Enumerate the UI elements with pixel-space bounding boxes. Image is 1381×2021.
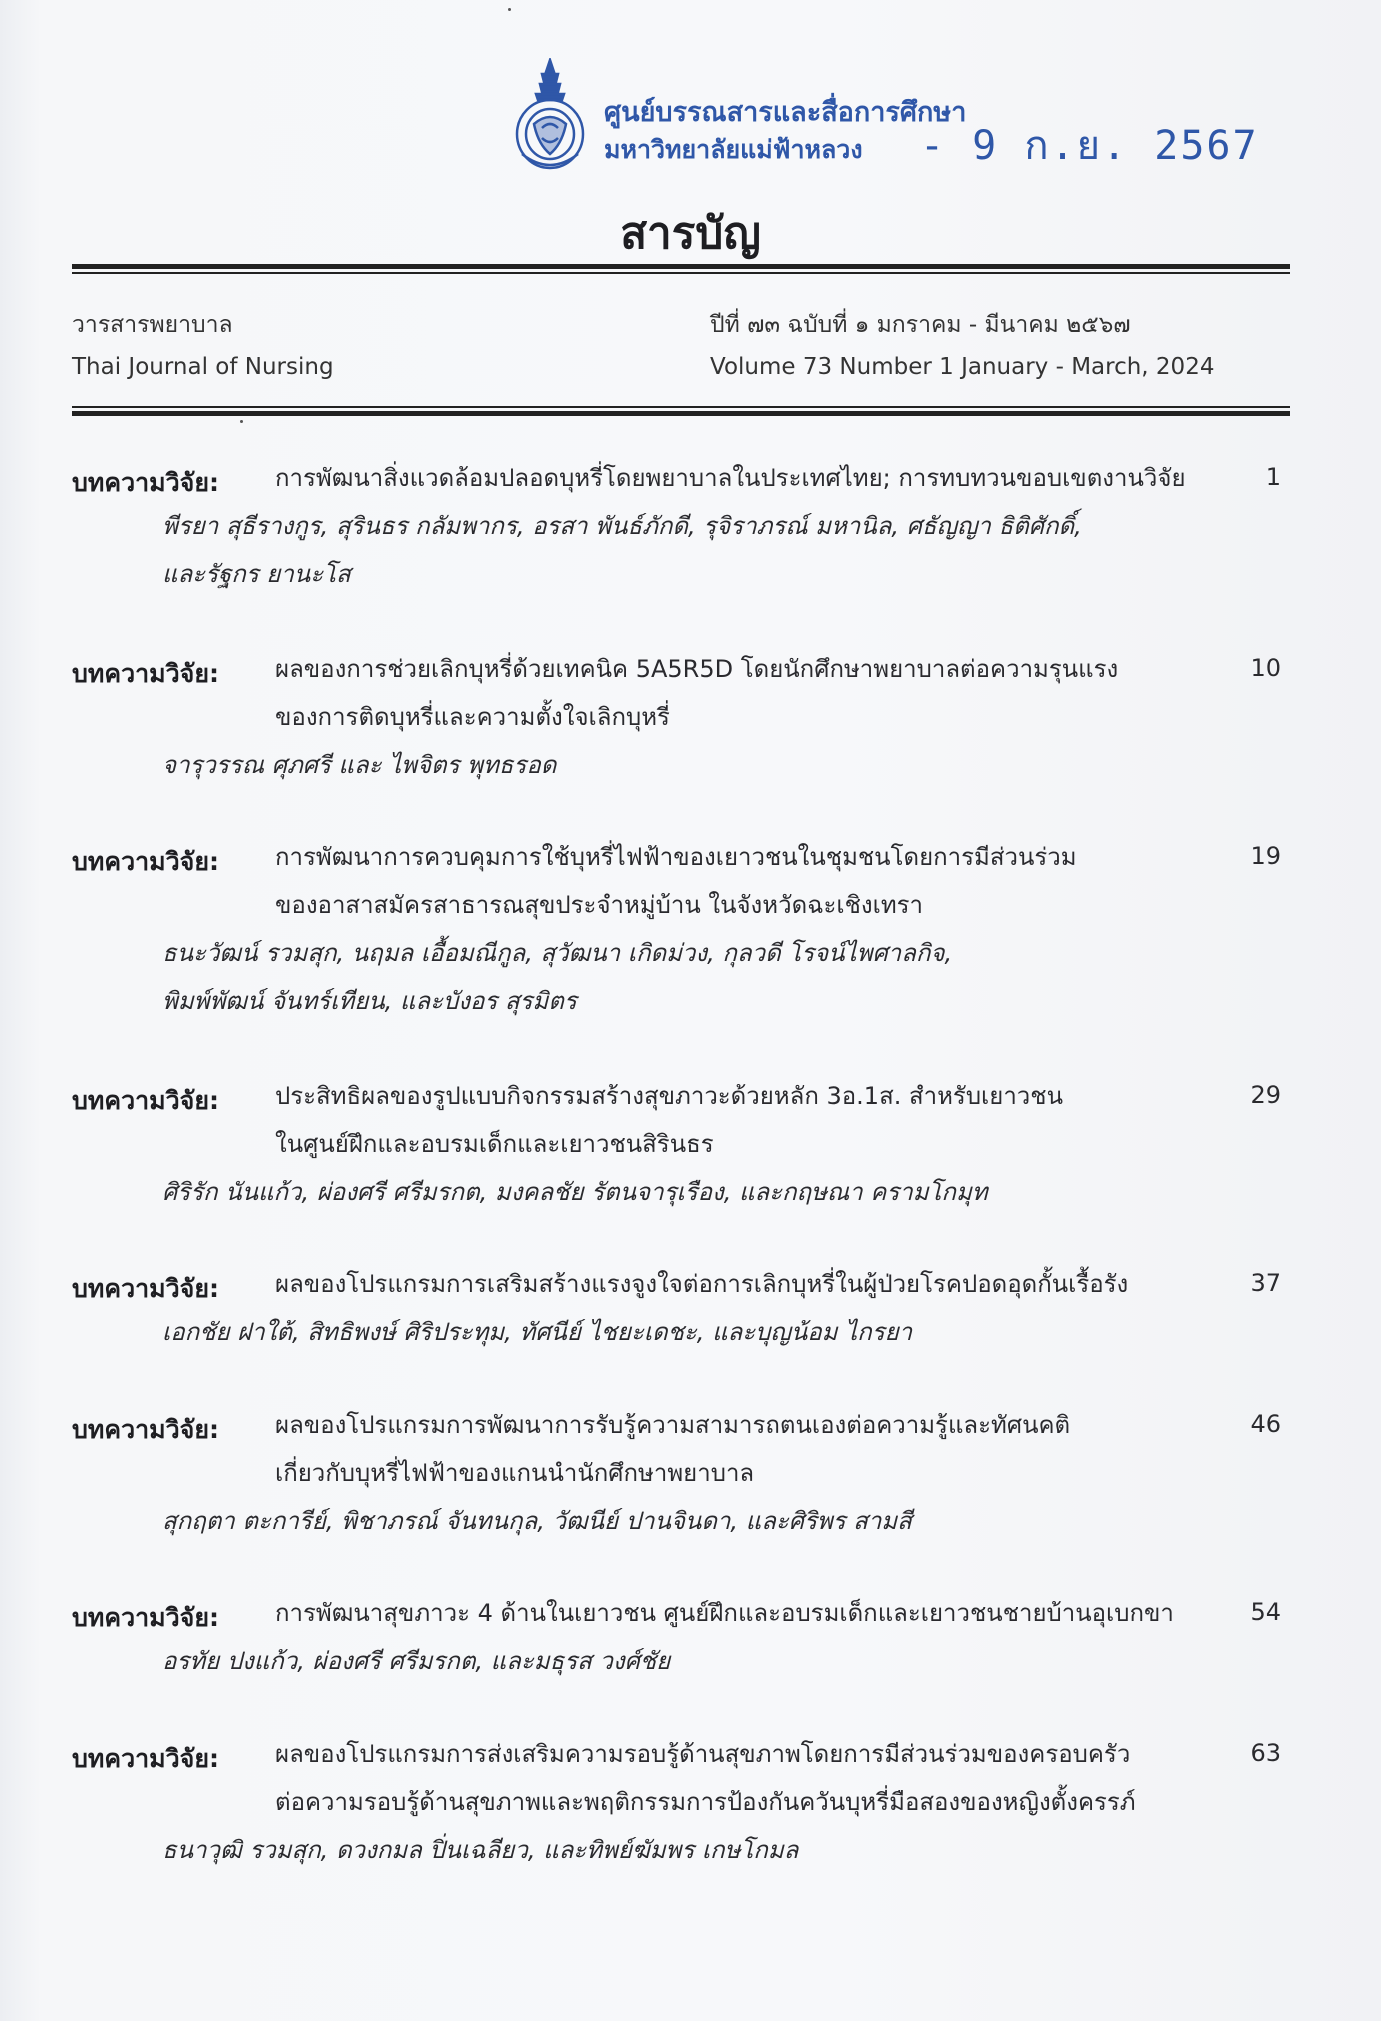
authors-line: จารุวรรณ ศุภศรี และ ไพจิตร พุทธรอด	[162, 751, 557, 779]
entry-type-label: บทความวิจัย:	[72, 847, 219, 876]
header-rule-thin	[72, 406, 1290, 408]
article-title[interactable]	[275, 454, 1235, 502]
authors-line: ธนาวุฒิ รวมสุก, ดวงกมล ปิ่นเฉลียว, และทิพย์ฆัมพร เกษโกมล	[162, 1836, 799, 1864]
article-authors	[162, 1168, 988, 1216]
authors-line: เอกชัย ฝาใต้, สิทธิพงษ์ ศิริประทุม, ทัศนีย์ ไชยะเดชะ, และบุญน้อม ไกรยา	[162, 1318, 913, 1346]
library-center-name	[604, 96, 966, 165]
title-line: การพัฒนาการควบคุมการใช้บุหรี่ไฟฟ้าของเยาวชนในชุมชนโดยการมีส่วนร่วม	[275, 843, 1077, 871]
title-line: ประสิทธิผลของรูปแบบกิจกรรมสร้างสุขภาวะด้วยหลัก 3อ.1ส. สำหรับเยาวชน	[275, 1082, 1063, 1110]
title-line: ผลของโปรแกรมการเสริมสร้างแรงจูงใจต่อการเลิกบุหรี่ในผู้ป่วยโรคปอดอุดกั้นเรื้อรัง	[275, 1270, 1129, 1298]
scan-speck	[240, 420, 243, 423]
authors-line: พิมพ์พัฒน์ จันทร์เทียน, และบังอร สุรมิตร	[162, 987, 577, 1015]
university-emblem-icon	[512, 58, 588, 176]
page-number: 19	[1250, 842, 1281, 870]
page-number: 10	[1250, 654, 1281, 682]
title-line: การพัฒนาสุขภาวะ 4 ด้านในเยาวชน ศูนย์ฝึกและอบรมเด็กและเยาวชนชายบ้านอุเบกขา	[275, 1599, 1174, 1627]
article-authors	[162, 741, 556, 789]
entry-type-label: บทความวิจัย:	[72, 1603, 219, 1632]
journal-name-th: วารสารพยาบาล	[72, 312, 233, 338]
page-number: 1	[1265, 463, 1281, 491]
authors-line: และรัฐกร ยานะโส	[162, 560, 351, 588]
received-date-stamp: - 9 ก.ย. 2567	[920, 123, 1259, 169]
title-line: ผลของการช่วยเลิกบุหรี่ด้วยเทคนิค 5A5R5D โดยนักศึกษาพยาบาลต่อความรุนแรง	[275, 655, 1119, 683]
page-number: 46	[1250, 1410, 1281, 1438]
entry-type-label: บทความวิจัย:	[72, 1415, 219, 1444]
authors-line: ศิริรัก นันแก้ว, ผ่องศรี ศรีมรกต, มงคลชัย รัตนจารุเรือง, และกฤษณา ครามโกมุท	[162, 1178, 988, 1206]
article-authors	[162, 1637, 670, 1685]
page-number: 37	[1250, 1269, 1281, 1297]
article-authors	[162, 929, 952, 1025]
article-authors	[162, 1826, 798, 1874]
top-rule-thick	[72, 264, 1290, 269]
page-title: สารบัญ	[620, 208, 761, 259]
entry-type-label: บทความวิจัย:	[72, 659, 219, 688]
article-title[interactable]	[275, 1260, 1235, 1308]
article-authors	[162, 1308, 912, 1356]
title-line: ในศูนย์ฝึกและอบรมเด็กและเยาวชนสิรินธร	[275, 1130, 714, 1158]
article-title[interactable]	[275, 645, 1235, 741]
authors-line: อรทัย ปงแก้ว, ผ่องศรี ศรีมรกต, และมธุรส วงศ์ชัย	[162, 1647, 671, 1675]
authors-line: ธนะวัฒน์ รวมสุก, นฤมล เอื้อมณีกูล, สุวัฒนา เกิดม่วง, กุลวดี โรจน์ไพศาลกิจ,	[162, 939, 953, 967]
issue-info-th: ปีที่ ๗๓ ฉบับที่ ๑ มกราคม - มีนาคม ๒๕๖๗	[710, 312, 1131, 338]
entry-type-label: บทความวิจัย:	[72, 468, 219, 497]
article-title[interactable]	[275, 833, 1235, 929]
article-title[interactable]	[275, 1589, 1235, 1637]
scan-speck	[508, 8, 511, 11]
journal-name-en: Thai Journal of Nursing	[72, 354, 334, 380]
title-line: ของอาสาสมัครสาธารณสุขประจำหมู่บ้าน ในจังหวัดฉะเชิงเทรา	[275, 891, 923, 919]
issue-info-en: Volume 73 Number 1 January - March, 2024	[710, 354, 1215, 380]
page-number: 54	[1250, 1598, 1281, 1626]
authors-line: พีรยา สุธีรางกูร, สุรินธร กลัมพากร, อรสา พันธ์ภักดี, รุจิราภรณ์ มหานิล, ศธัญญา ธิติศักดิ์,	[162, 512, 1082, 540]
page-number: 63	[1250, 1739, 1281, 1767]
article-authors	[162, 1497, 912, 1545]
title-line: เกี่ยวกับบุหรี่ไฟฟ้าของแกนนำนักศึกษาพยาบาล	[275, 1459, 755, 1487]
title-line: ผลของโปรแกรมการพัฒนาการรับรู้ความสามารถตนเองต่อความรู้และทัศนคติ	[275, 1411, 1071, 1439]
entry-type-label: บทความวิจัย:	[72, 1086, 219, 1115]
entry-type-label: บทความวิจัย:	[72, 1274, 219, 1303]
article-authors	[162, 502, 1082, 598]
article-title[interactable]	[275, 1401, 1235, 1497]
page-number: 29	[1250, 1081, 1281, 1109]
header-rule-thick	[72, 411, 1290, 416]
title-line: ต่อความรอบรู้ด้านสุขภาพและพฤติกรรมการป้องกันควันบุหรี่มือสองของหญิงตั้งครรภ์	[275, 1788, 1136, 1816]
center-name-line2: มหาวิทยาลัยแม่ฟ้าหลวง	[604, 134, 863, 164]
authors-line: สุกฤตา ตะการีย์, พิชาภรณ์ จันทนกุล, วัฒนีย์ ปานจินดา, และศิริพร สามสี	[162, 1507, 912, 1535]
title-line: ของการติดบุหรี่และความตั้งใจเลิกบุหรี่	[275, 703, 670, 731]
title-line: ผลของโปรแกรมการส่งเสริมความรอบรู้ด้านสุขภาพโดยการมีส่วนร่วมของครอบครัว	[275, 1740, 1131, 1768]
center-name-line1: ศูนย์บรรณสารและสื่อการศึกษา	[604, 97, 967, 128]
article-title[interactable]	[275, 1072, 1235, 1168]
article-title[interactable]	[275, 1730, 1235, 1826]
top-rule-thin	[72, 272, 1290, 274]
title-line: การพัฒนาสิ่งแวดล้อมปลอดบุหรี่โดยพยาบาลในประเทศไทย; การทบทวนขอบเขตงานวิจัย	[275, 464, 1186, 492]
entry-type-label: บทความวิจัย:	[72, 1744, 219, 1773]
